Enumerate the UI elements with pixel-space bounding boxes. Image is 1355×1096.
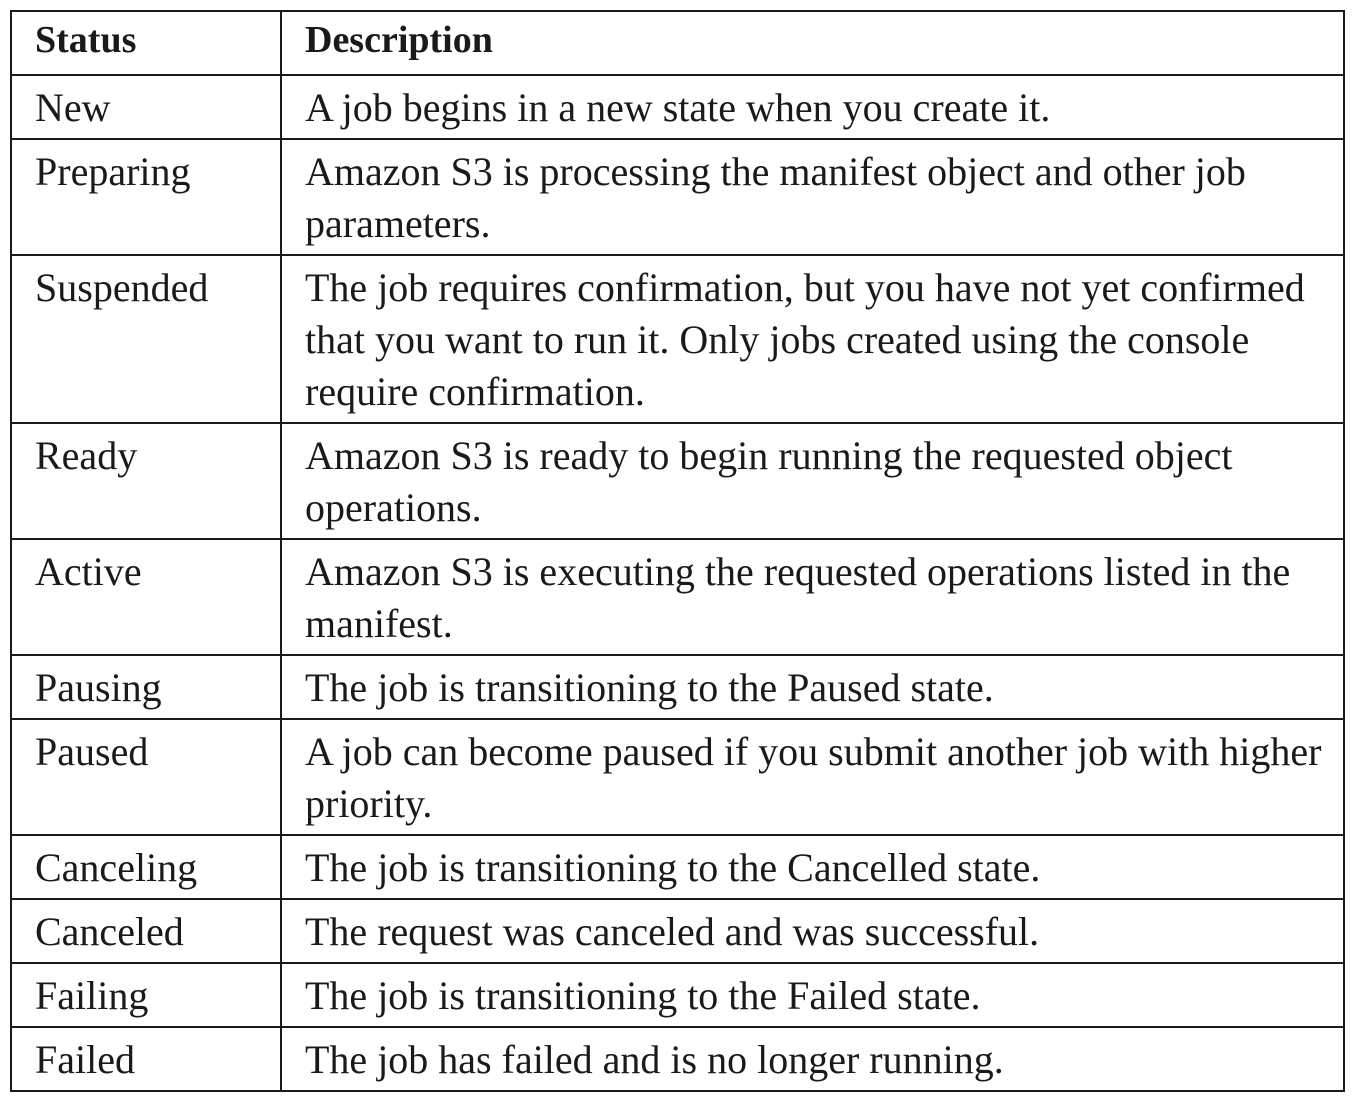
table-row [11, 835, 1344, 899]
description-cell: Amazon S3 is ready to begin running the requested object operations. [281, 423, 1344, 539]
description-cell: The job is transitioning to the Paused state. [281, 655, 1344, 719]
status-cell: Preparing [11, 139, 281, 255]
description-cell: The job has failed and is no longer running. [281, 1027, 1344, 1091]
table-row [11, 1027, 1344, 1091]
table-row [11, 719, 1344, 835]
header-row [11, 11, 1344, 75]
table-row [11, 423, 1344, 539]
status-cell: Failed [11, 1027, 281, 1091]
status-cell: Suspended [11, 255, 281, 423]
status-cell: New [11, 75, 281, 139]
table-row [11, 539, 1344, 655]
table-row [11, 75, 1344, 139]
header-description: Description [281, 11, 1344, 75]
table-row [11, 139, 1344, 255]
description-cell: Amazon S3 is executing the requested operations listed in the manifest. [281, 539, 1344, 655]
description-cell: The request was canceled and was successful. [281, 899, 1344, 963]
table-row [11, 255, 1344, 423]
status-cell: Active [11, 539, 281, 655]
table-row [11, 963, 1344, 1027]
header-status: Status [11, 11, 281, 75]
table-row [11, 655, 1344, 719]
description-cell: The job requires confirmation, but you have not yet confirmed that you want to run it. Only jobs created using the console require confirmation. [281, 255, 1344, 423]
description-cell: The job is transitioning to the Failed state. [281, 963, 1344, 1027]
description-cell: A job begins in a new state when you create it. [281, 75, 1344, 139]
description-cell: A job can become paused if you submit another job with higher priority. [281, 719, 1344, 835]
status-cell: Pausing [11, 655, 281, 719]
status-cell: Canceled [11, 899, 281, 963]
status-cell: Canceling [11, 835, 281, 899]
description-cell: The job is transitioning to the Cancelled state. [281, 835, 1344, 899]
status-cell: Paused [11, 719, 281, 835]
status-cell: Failing [11, 963, 281, 1027]
status-cell: Ready [11, 423, 281, 539]
description-cell: Amazon S3 is processing the manifest object and other job parameters. [281, 139, 1344, 255]
status-table [10, 10, 1345, 1092]
table-row [11, 899, 1344, 963]
